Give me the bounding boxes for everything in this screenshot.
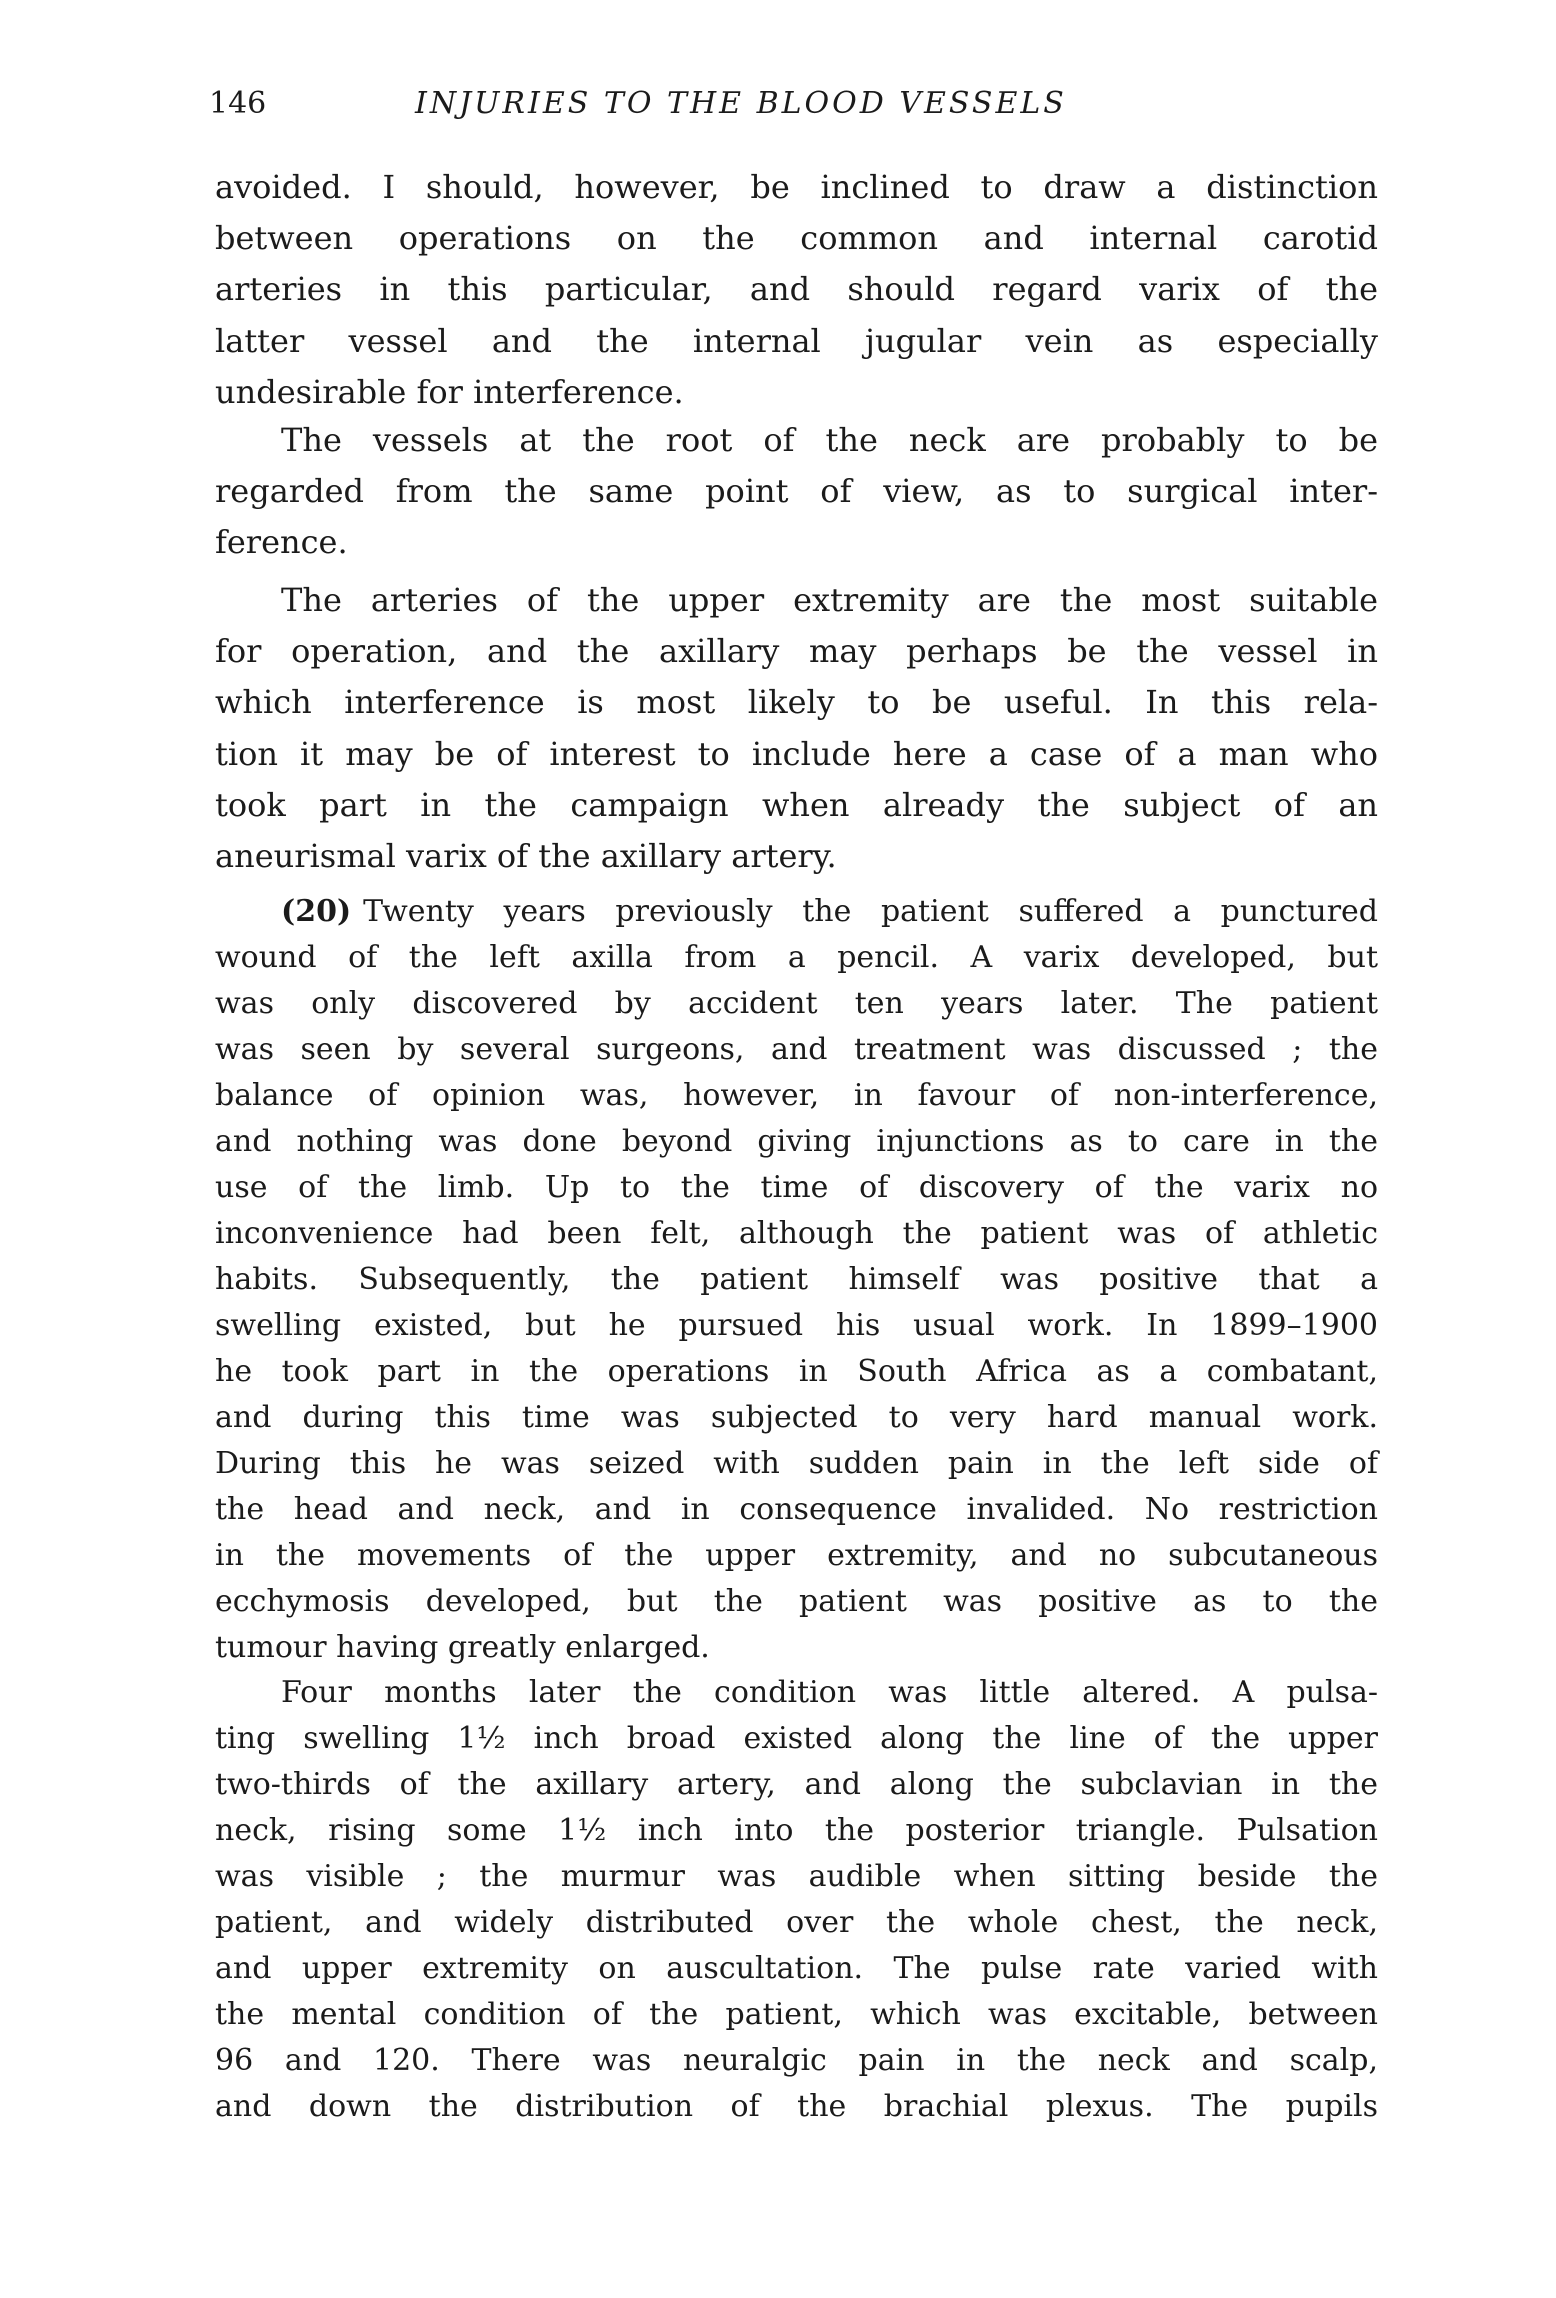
text-line: and upper extremity on auscultation. The pulse rate varied with: [215, 1951, 1378, 1986]
text-line: the head and neck, and in consequence invalided. No restriction: [215, 1492, 1378, 1527]
text-line: wound of the left axilla from a pencil. A varix developed, but: [215, 940, 1378, 975]
text-line: Four months later the condition was little altered. A pulsa-: [281, 1675, 1378, 1710]
text-line: neck, rising some 1½ inch into the posterior triangle. Pulsation: [215, 1813, 1378, 1848]
text-line: for operation, and the axillary may perhaps be the vessel in: [215, 632, 1378, 670]
text-line: During this he was seized with sudden pain in the left side of: [215, 1446, 1378, 1481]
text-line: regarded from the same point of view, as to surgical inter-: [215, 472, 1378, 510]
text-line: latter vessel and the internal jugular vein as especially: [215, 322, 1378, 360]
text-line: took part in the campaign when already the subject of an: [215, 786, 1378, 824]
text-line-content: Twenty years previously the patient suffered a punctured: [363, 894, 1378, 929]
running-title: INJURIES TO THE BLOOD VESSELS: [415, 86, 1067, 121]
case-number: (20): [281, 894, 352, 929]
text-line: ference.: [215, 523, 348, 561]
text-line: was seen by several surgeons, and treatment was discussed ; the: [215, 1032, 1378, 1067]
text-line: balance of opinion was, however, in favour of non-interference,: [215, 1078, 1378, 1113]
text-line: undesirable for interference.: [215, 373, 684, 411]
text-line: ting swelling 1½ inch broad existed along the line of the upper: [215, 1721, 1378, 1756]
text-line: the mental condition of the patient, which was excitable, between: [215, 1997, 1378, 2032]
text-line: ecchymosis developed, but the patient was positive as to the: [215, 1584, 1378, 1619]
text-line: and nothing was done beyond giving injunctions as to care in the: [215, 1124, 1378, 1159]
page-number: 146: [209, 86, 267, 121]
text-line: inconvenience had been felt, although the patient was of athletic: [215, 1216, 1378, 1251]
text-line: which interference is most likely to be useful. In this rela-: [215, 683, 1378, 721]
text-line: The arteries of the upper extremity are the most suitable: [281, 581, 1378, 619]
text-line: two-thirds of the axillary artery, and along the subclavian in the: [215, 1767, 1378, 1802]
text-line: avoided. I should, however, be inclined to draw a distinction: [215, 168, 1378, 206]
text-line: patient, and widely distributed over the whole chest, the neck,: [215, 1905, 1378, 1940]
text-line: and down the distribution of the brachial plexus. The pupils: [215, 2089, 1378, 2124]
text-line: [281, 892, 1378, 932]
text-line: The vessels at the root of the neck are probably to be: [281, 421, 1378, 459]
text-line: he took part in the operations in South Africa as a combatant,: [215, 1354, 1378, 1389]
text-line: was only discovered by accident ten years later. The patient: [215, 986, 1378, 1021]
text-line: aneurismal varix of the axillary artery.: [215, 837, 837, 875]
text-line: habits. Subsequently, the patient himself was positive that a: [215, 1262, 1378, 1297]
text-line: use of the limb. Up to the time of discovery of the varix no: [215, 1170, 1378, 1205]
text-line: swelling existed, but he pursued his usual work. In 1899–1900: [215, 1308, 1378, 1343]
text-line: arteries in this particular, and should regard varix of the: [215, 270, 1378, 308]
text-line: and during this time was subjected to very hard manual work.: [215, 1400, 1378, 1435]
text-line: tumour having greatly enlarged.: [215, 1630, 710, 1665]
text-line: in the movements of the upper extremity, and no subcutaneous: [215, 1538, 1378, 1573]
text-line: 96 and 120. There was neuralgic pain in the neck and scalp,: [215, 2043, 1378, 2078]
text-line: was visible ; the murmur was audible when sitting beside the: [215, 1859, 1378, 1894]
text-line: between operations on the common and internal carotid: [215, 219, 1378, 257]
text-line: tion it may be of interest to include here a case of a man who: [215, 735, 1378, 773]
